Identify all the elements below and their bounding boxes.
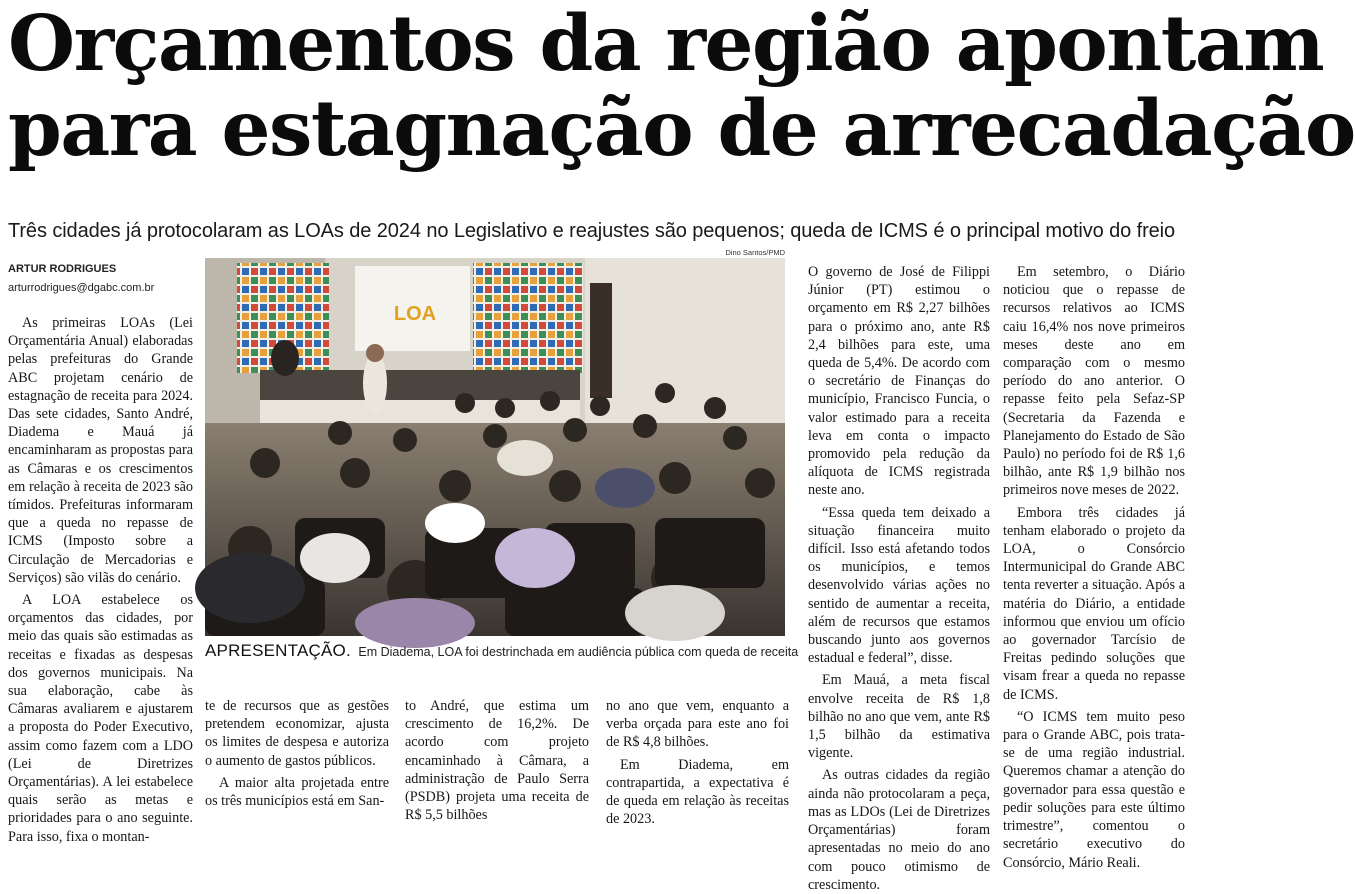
paragraph: to André, que estima um crescimento de 16,2%. De acordo com projeto encaminhado à Câmara, a administração de Paulo Serra (PSDB) projeta uma receita de R$ 5,5 bilhões	[405, 698, 589, 824]
paragraph: Em Mauá, a meta fiscal envolve receita de R$ 1,8 bilhão no ano que vem, ante R$ 1,5 bilhão da estimativa vigente.	[808, 672, 990, 762]
subheadline: Três cidades já protocolaram as LOAs de 2024 no Legislativo e reajustes são pequenos; queda de ICMS é o principal motivo do freio	[8, 220, 1176, 242]
paragraph: no ano que vem, enquanto a verba orçada para este ano foi de R$ 4,8 bilhões.	[606, 698, 789, 751]
article-column-4	[606, 697, 789, 828]
photo-caption	[205, 641, 799, 661]
paragraph: A LOA estabelece os orçamentos das cidades, por meio das quais são estimadas as receitas e fixadas as despesas dos governos municipais. Na sua elaboração, cabe às Câmaras avaliarem e ajustarem a proposta do Poder Executivo, assim como fazem com a LDO (Lei de Diretrizes Orçamentárias). A lei estabelece quais serão as metas e prioridades para o ano seguinte. Para isso, fixa o montan-	[8, 592, 193, 845]
article-column-5	[808, 263, 990, 894]
paragraph: “O ICMS tem muito peso para o Grande ABC, pois trata-se de uma região industrial. Queremos chamar a atenção do governador para essa questão e pedir soluções para este último trimestre”, comentou o secretário executivo do Consórcio, Mário Reali.	[1003, 708, 1185, 871]
photo-credit: Dino Santos/PMD	[725, 248, 785, 257]
byline-author: ARTUR RODRIGUES	[8, 263, 117, 275]
paragraph: A maior alta projetada entre os três municípios está em San-	[205, 774, 389, 810]
article-column-1	[8, 314, 193, 846]
caption-label: APRESENTAÇÃO.	[205, 641, 351, 660]
paragraph: Embora três cidades já tenham elaborado o projeto da LOA, o Consórcio Intermunicipal do Grande ABC tenta reverter a situação. Após a matéria do Diário, a entidade informou que enviou um ofício ao governador Tarcísio de Freitas pedindo soluções que visam frear a queda no repasse de ICMS.	[1003, 504, 1185, 703]
article-column-6	[1003, 263, 1185, 872]
paragraph: “Essa queda tem deixado a situação financeira muito difícil. Isso está afetando todos os municípios, e temos desenvolvido várias ações no sentido de aumentar a receita, além de recursos que estamos buscando junto aos governos estadual e federal”, disse.	[808, 504, 990, 667]
audience-photo-illustration	[205, 258, 785, 636]
paragraph: O governo de José de Filippi Júnior (PT) estimou o orçamento em R$ 2,27 bilhões para o próximo ano, ante R$ 2,4 bilhões para este, uma queda de 5,4%. De acordo com o secretário de Finanças do município, Francisco Funcia, o valor estimado para a receita leva em conta o impacto promovido pela redução da alíquota de ICMS registrada neste ano.	[808, 264, 990, 499]
caption-text: Em Diadema, LOA foi destrinchada em audiência pública com queda de receita	[358, 645, 799, 659]
headline	[8, 0, 1355, 174]
paragraph: te de recursos que as gestões pretendem economizar, ajusta os limites de despesa e autoriza o aumento de gastos públicos.	[205, 698, 389, 769]
byline-email[interactable]: arturrodrigues@dgabc.com.br	[8, 282, 155, 294]
paragraph: As primeiras LOAs (Lei Orçamentária Anual) elaboradas pelas prefeituras do Grande ABC projetam cenário de estagnação de receita para 2024. Das sete cidades, Santo André, Diadema e Mauá já encaminharam as propostas para as Câmaras e os crescimentos em relação à receita de 2023 são tímidos. Prefeituras informaram que a queda no repasse de ICMS (Imposto sobre a Circulação de Mercadorias e Serviços) são vilãs do cenário.	[8, 315, 193, 586]
paragraph: As outras cidades da região ainda não protocolaram a peça, mas as LDOs (Lei de Diretrizes Orçamentárias) foram apresentadas no meio do ano com pouco otimismo de crescimento.	[808, 767, 990, 893]
article-column-2	[205, 697, 389, 810]
headline-line-1: Orçamentos da região apontam	[8, 0, 1324, 89]
paragraph: Em Diadema, em contrapartida, a expectativa é de queda em relação às receitas de 2023.	[606, 756, 789, 828]
paragraph: Em setembro, o Diário noticiou que o repasse de recursos relativos ao ICMS caiu 16,4% nos nove primeiros meses deste ano em comparação com o mesmo período do ano anterior. O repasse feito pela Sefaz-SP (Secretaria da Fazenda e Planejamento do Estado de São Paulo) no período foi de R$ 1,6 bilhão, ante R$ 1,9 bilhão nos primeiros nove meses de 2022.	[1003, 264, 1185, 499]
headline-line-2: para estagnação de arrecadação	[8, 84, 1355, 174]
article-photo	[205, 258, 785, 636]
screen-text: LOA	[393, 303, 437, 325]
article-column-3	[405, 697, 589, 824]
